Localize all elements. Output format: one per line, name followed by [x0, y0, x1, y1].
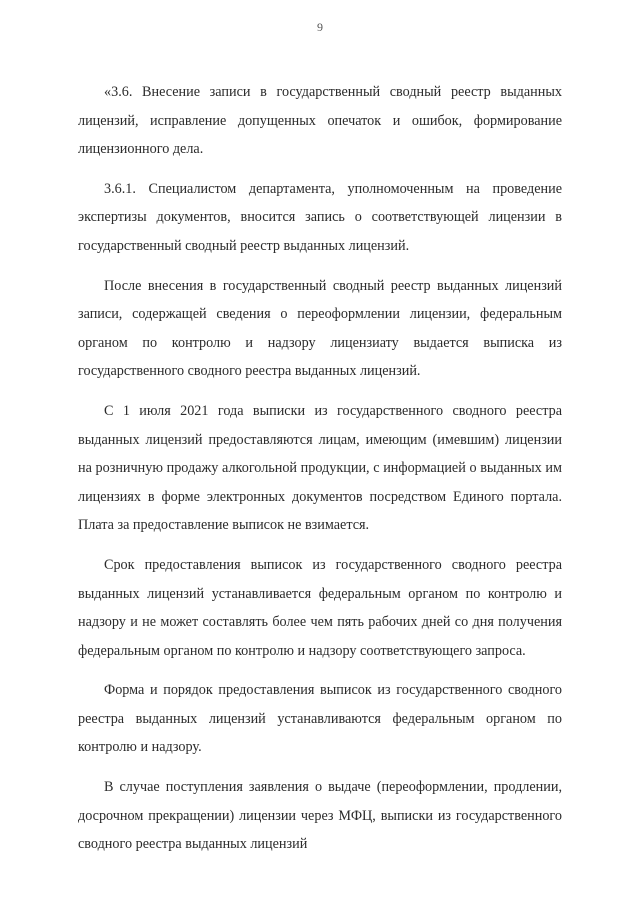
paragraph-extract-deadline: Срок предоставления выписок из государственного сводного реестра выданных лицензий устанавливается федеральным органом по контролю и надзору и не может составлять более чем пять рабочих дней со дня получения федеральным органом по контролю и надзору соответствующего запроса. — [78, 556, 562, 659]
paragraph-mfc-application: В случае поступления заявления о выдаче (переоформлении, продлении, досрочном прекращении) лицензии через МФЦ, выписки из государственного сводного реестра выданных лицензий — [78, 779, 562, 853]
paragraph-extract-form: Форма и порядок предоставления выписок из государственного сводного реестра выданных лицензий устанавливаются федеральным органом по контролю и надзору. — [78, 682, 562, 756]
paragraph-electronic-extracts: С 1 июля 2021 года выписки из государственного сводного реестра выданных лицензий предоставляются лицам, имеющим (имевшим) лицензии на розничную продажу алкогольной продукции, с информацией о выданных им лицензиях в форме электронных документов посредством Единого портала. Плата за предоставление выписок не взимается. — [78, 402, 562, 534]
document-body — [78, 78, 562, 859]
page-number: 9 — [317, 20, 323, 34]
paragraph-3-6-1: 3.6.1. Специалистом департамента, уполномоченным на проведение экспертизы документов, вносится запись о соответствующей лицензии в государственный сводный реестр выданных лицензий. — [78, 180, 562, 254]
paragraph-3-6-heading: «3.6. Внесение записи в государственный сводный реестр выданных лицензий, исправление допущенных опечаток и ошибок, формирование лицензионного дела. — [78, 84, 562, 158]
paragraph-registry-entry: После внесения в государственный сводный реестр выданных лицензий записи, содержащей сведения о переоформлении лицензии, федеральным органом по контролю и надзору лицензиату выдается выписка из государственного сводного реестра выданных лицензий. — [78, 277, 562, 380]
